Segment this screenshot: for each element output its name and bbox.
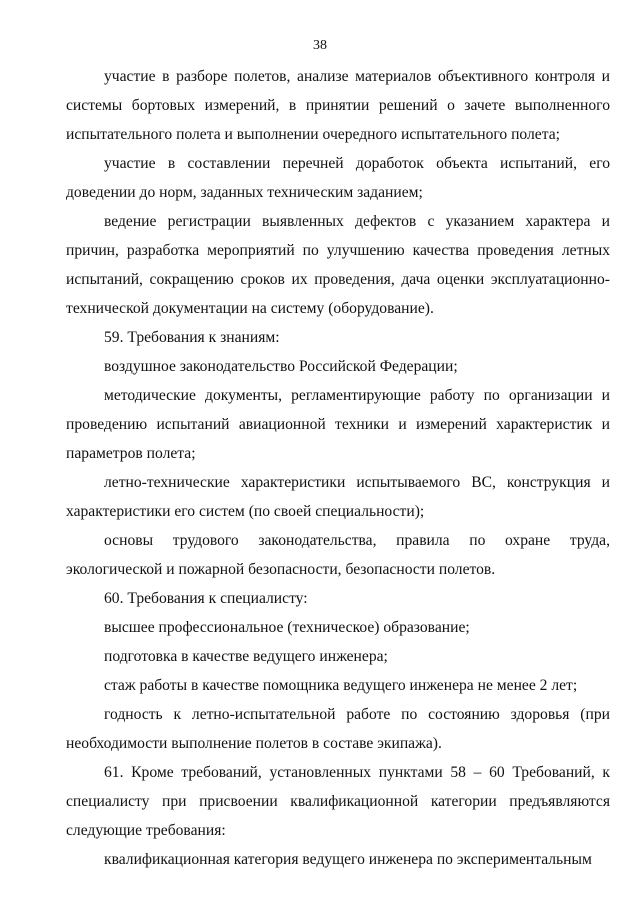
paragraph-defect-registration: ведение регистрации выявленных дефектов с указанием характера и причин, разработка мероприятий по улучшению качества проведения летных испытаний, сокращению сроков их проведения, дача оценки эксплуатационно-технической документации на систему (оборудование).: [66, 213, 610, 317]
paragraph-labor-basics: основы трудового законодательства, правила по охране труда, экологической и пожарной безопасности, безопасности полетов.: [66, 532, 610, 578]
paragraph-modifications-list: участие в составлении перечней доработок объекта испытаний, его доведении до норм, заданных техническим заданием;: [66, 155, 610, 201]
page-number: 38: [313, 38, 327, 53]
paragraph-training: подготовка в качестве ведущего инженера;: [104, 648, 388, 665]
paragraph-specialist-heading: 60. Требования к специалисту:: [104, 590, 308, 607]
body-text: [66, 62, 610, 874]
paragraph-work-experience: стаж работы в качестве помощника ведущего инженера не менее 2 лет;: [104, 677, 578, 694]
paragraph-methodical-documents: методические документы, регламентирующие работу по организации и проведению испытаний авиационной техники и измерений характеристик и параметров полета;: [66, 387, 610, 462]
paragraph-category-requirements: 61. Кроме требований, установленных пунктами 58 – 60 Требований, к специалисту при присвоении квалификационной категории предъявляются следующие требования:: [66, 764, 610, 839]
paragraph-higher-education: высшее профессиональное (техническое) образование;: [104, 619, 470, 636]
paragraph-flight-characteristics: летно-технические характеристики испытываемого ВС, конструкция и характеристики его систем (по своей специальности);: [66, 474, 610, 520]
paragraph-qualification-category: квалификационная категория ведущего инженера по экспериментальным: [104, 851, 592, 868]
paragraph-knowledge-heading: 59. Требования к знаниям:: [104, 329, 280, 346]
paragraph-air-legislation: воздушное законодательство Российской Федерации;: [104, 358, 458, 375]
paragraph-health-fitness: годность к летно-испытательной работе по состоянию здоровья (при необходимости выполнение полетов в составе экипажа).: [66, 706, 610, 752]
paragraph-flight-analysis: участие в разборе полетов, анализе материалов объективного контроля и системы бортовых измерений, в принятии решений о зачете выполненного испытательного полета и выполнении очередного испытательного полета;: [66, 68, 610, 143]
